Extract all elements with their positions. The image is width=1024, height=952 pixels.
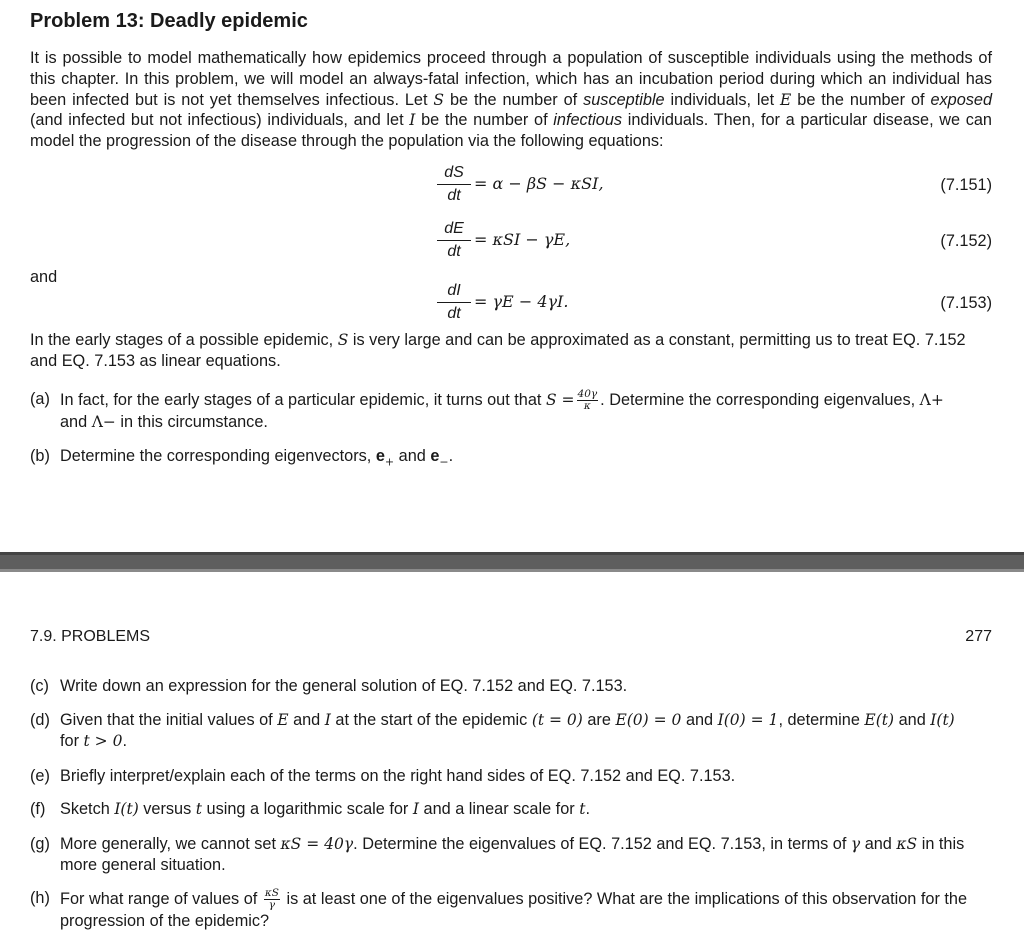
part-body <box>60 389 992 433</box>
fraction-bar <box>437 240 471 241</box>
var-e: E <box>780 90 792 109</box>
part-g <box>30 834 992 876</box>
part-label: (g) <box>30 835 50 853</box>
math-inline: I(0) = 1 <box>717 711 779 729</box>
math-inline: κS = 40γ <box>280 835 354 853</box>
part-text: is at least one of the eigenvalues positive? What are the implications of this observation for the progression of the epidemic? <box>60 889 968 930</box>
equation-7-152 <box>0 220 1024 266</box>
math-inline: E(t) <box>864 711 895 729</box>
derivative-denominator: dt <box>447 305 461 322</box>
part-body <box>60 710 992 752</box>
term-susceptible: susceptible <box>583 90 665 109</box>
equation-number: (7.152) <box>940 232 992 250</box>
part-text: in this circumstance. <box>115 413 268 431</box>
part-b <box>30 446 992 473</box>
derivative-numerator: dI <box>447 282 461 299</box>
part-text: and <box>894 711 931 729</box>
derivative-numerator: dS <box>444 164 464 181</box>
part-text: In fact, for the early stages of a particular epidemic, it turns out that <box>60 390 546 409</box>
equation-7-151 <box>0 164 1024 210</box>
equation-rhs: = α − βS − κSI, <box>474 174 604 193</box>
intro-text: individuals, let <box>664 90 781 109</box>
part-text: , determine <box>778 711 865 729</box>
linear-text: In the early stages of a possible epidemic, <box>30 331 338 349</box>
linear-text: is very large and can be approximated as a constant, permitting us to treat EQ. 7.152 and EQ. 7.153 as linear equations. <box>30 331 966 370</box>
part-text: at the start of the epidemic <box>330 711 532 729</box>
equation-number: (7.151) <box>940 176 992 194</box>
part-text: . <box>122 731 127 750</box>
math-inline: I <box>324 711 331 729</box>
subscript: + <box>384 455 395 469</box>
and-label: and <box>30 268 58 286</box>
part-body <box>60 888 992 932</box>
part-f <box>30 799 992 820</box>
part-text: and a linear scale for <box>419 800 580 818</box>
derivative <box>433 220 475 261</box>
part-label: (e) <box>30 767 50 785</box>
part-text: for <box>60 731 84 750</box>
eigenvector-minus: e <box>430 447 440 465</box>
part-body <box>60 446 992 473</box>
fraction-numerator: 40γ <box>577 388 598 400</box>
part-d <box>30 710 992 752</box>
part-label: (f) <box>30 800 46 818</box>
part-body: Briefly interpret/explain each of the terms on the right hand sides of EQ. 7.152 and EQ. 7.153. <box>60 767 736 785</box>
lambda-minus: Λ− <box>91 413 116 431</box>
fraction <box>577 389 599 412</box>
part-text: versus <box>138 800 196 818</box>
part-text: Sketch <box>60 800 115 818</box>
derivative <box>433 164 475 205</box>
equation-rhs: = γE − 4γI. <box>474 292 569 311</box>
math-inline: S = <box>545 390 575 409</box>
part-text: . Determine the corresponding eigenvalues, <box>600 390 920 409</box>
derivative-denominator: dt <box>447 243 461 260</box>
part-label: (c) <box>30 677 49 695</box>
term-infectious: infectious <box>553 111 623 130</box>
part-body: Write down an expression for the general solution of EQ. 7.152 and EQ. 7.153. <box>60 677 628 695</box>
part-body <box>60 834 992 876</box>
intro-text: be the number of <box>791 90 931 109</box>
math-inline: γ <box>850 835 861 853</box>
eigenvector-plus: e <box>375 447 385 465</box>
intro-text: be the number of <box>415 111 554 130</box>
part-label: (d) <box>30 711 50 729</box>
part-label: (h) <box>30 889 50 907</box>
subscript: − <box>439 455 449 469</box>
equation-rhs: = κSI − γE, <box>474 230 571 249</box>
equation-number: (7.153) <box>940 294 992 312</box>
var-s: S <box>433 90 445 109</box>
derivative-numerator: dE <box>444 220 464 237</box>
part-label: (a) <box>30 390 50 408</box>
part-text: For what range of values of <box>60 889 262 908</box>
part-text: and <box>288 711 325 729</box>
math-inline: I(t) <box>930 711 955 729</box>
fraction-numerator: κS <box>264 887 279 899</box>
part-text: Given that the initial values of <box>60 711 278 729</box>
problem-intro <box>30 48 992 152</box>
math-inline: (t = 0) <box>531 711 583 729</box>
part-text: Determine the corresponding eigenvectors, <box>60 447 376 465</box>
derivative-denominator: dt <box>447 187 461 204</box>
lambda-plus: Λ+ <box>919 390 944 409</box>
part-label: (b) <box>30 447 50 465</box>
part-h <box>30 888 992 932</box>
math-inline: I <box>412 800 419 818</box>
part-a <box>30 389 992 433</box>
var-s: S <box>337 331 349 349</box>
fraction-bar <box>437 302 471 303</box>
page-number: 277 <box>965 628 992 645</box>
part-text: . <box>585 800 590 818</box>
math-inline: E(0) = 0 <box>615 711 682 729</box>
part-text: . <box>448 447 454 465</box>
part-text: and <box>681 711 718 729</box>
fraction-bar <box>437 184 471 185</box>
fraction <box>264 888 280 911</box>
math-inline: t <box>579 800 586 818</box>
math-inline: t <box>195 800 203 818</box>
part-text: . Determine the eigenvalues of EQ. 7.152 and EQ. 7.153, in terms of <box>353 835 851 853</box>
problem-title: Problem 13: Deadly epidemic <box>30 10 308 32</box>
part-text: and <box>860 835 897 853</box>
derivative <box>433 282 475 323</box>
fraction-denominator: γ <box>268 899 276 911</box>
intro-text: be the number of <box>444 90 584 109</box>
part-text: using a logarithmic scale for <box>202 800 413 818</box>
page-separator <box>0 552 1024 572</box>
part-body <box>60 799 992 820</box>
intro-text: (and infected but not infectious) individuals, and let <box>30 111 410 130</box>
part-text: More generally, we cannot set <box>60 835 281 853</box>
part-c <box>30 676 992 697</box>
part-text: and <box>60 413 92 431</box>
fraction-denominator: κ <box>583 400 591 412</box>
math-inline: E <box>277 711 289 729</box>
part-text: and <box>394 447 431 465</box>
var-i: I <box>409 111 416 130</box>
math-inline: κS <box>896 835 918 853</box>
math-inline: t > 0 <box>83 731 123 750</box>
part-e <box>30 766 992 787</box>
equation-7-153 <box>0 282 1024 328</box>
intro-text: individuals. Then, for a particular disease, we can model the progression of the disease through the population via the following equations: <box>30 111 992 151</box>
part-text: are <box>582 711 616 729</box>
intro-text: It is possible to model mathematically how epidemics proceed through a population of susceptible individuals using the methods of this chapter. In this problem, we will model an always-fatal infection, which has an incubation period during which an individual has been infected but is not yet themselves infectious. Let <box>30 49 992 109</box>
part-text: in this more general situation. <box>60 835 965 874</box>
linear-paragraph <box>30 330 992 372</box>
math-inline: I(t) <box>114 800 139 818</box>
section-header: 7.9. PROBLEMS <box>30 628 151 645</box>
term-exposed: exposed <box>930 90 992 109</box>
page-bottom <box>0 572 1024 952</box>
